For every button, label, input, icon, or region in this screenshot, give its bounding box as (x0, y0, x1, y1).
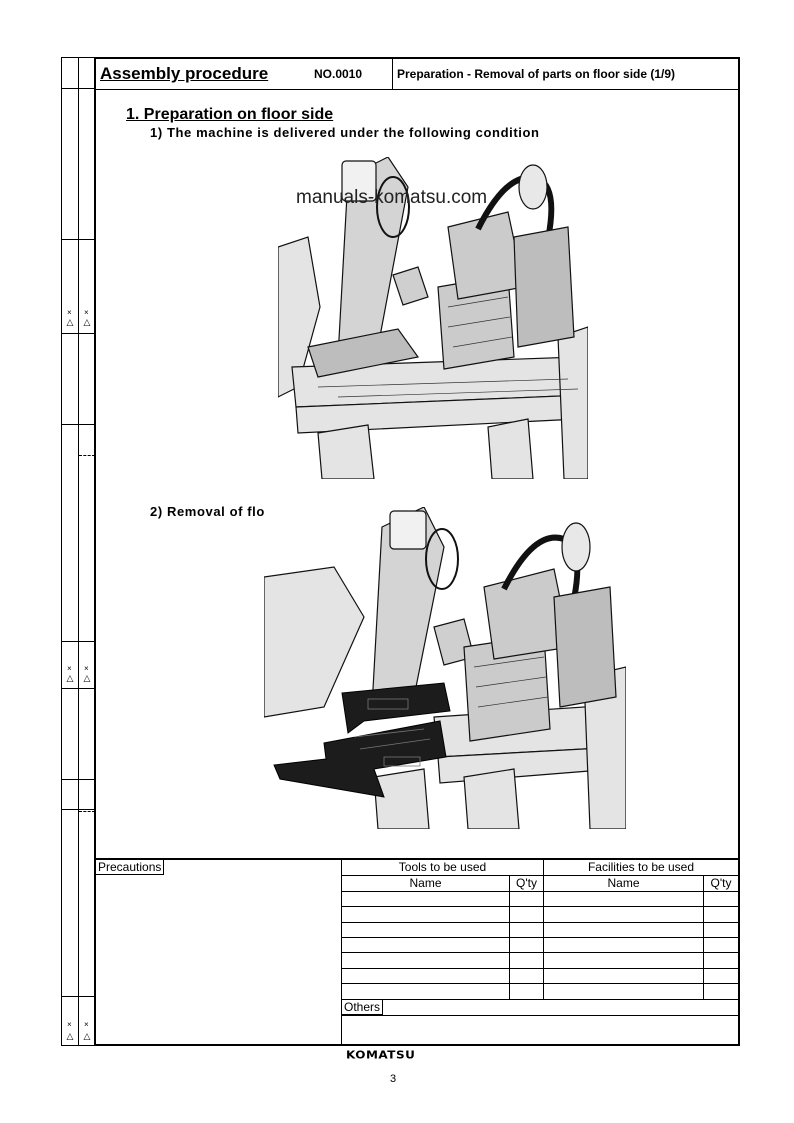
page-number: 3 (390, 1073, 397, 1085)
revision-cross-icon: × (67, 1020, 72, 1029)
document-title: Assembly procedure (100, 64, 269, 83)
revision-cross-icon: × (84, 308, 89, 317)
precautions-label: Precautions (96, 860, 164, 875)
watermark: manuals-komatsu.com (296, 187, 488, 208)
procedure-subtitle: Preparation - Removal of parts on floor side (1/9) (397, 67, 676, 81)
step-1-text: 1) The machine is delivered under the following condition (150, 125, 540, 140)
revision-cross-icon: × (84, 1020, 89, 1029)
header (96, 59, 738, 90)
revision-strip (61, 57, 95, 1046)
tools-name-header: Name (409, 876, 442, 890)
tools-qty-header: Q'ty (516, 876, 537, 890)
revision-cross-icon: × (84, 664, 89, 673)
section-heading: 1. Preparation on floor side (126, 106, 334, 123)
revision-triangle-icon: △ (66, 317, 74, 327)
figure-floor-mat-removal (264, 507, 626, 829)
revision-cross-icon: × (67, 308, 72, 317)
document-frame (94, 57, 740, 1046)
revision-triangle-icon: △ (83, 673, 91, 683)
step-2-text: 2) Removal of floor mat (150, 504, 309, 519)
tools-header: Tools to be used (398, 860, 487, 874)
facilities-name-header: Name (607, 876, 640, 890)
revision-triangle-icon: △ (66, 1031, 74, 1041)
facilities-qty-header: Q'ty (710, 876, 732, 890)
facilities-header: Facilities to be used (587, 860, 695, 874)
komatsu-logo: KOMATSU (346, 1049, 416, 1061)
revision-cross-icon: × (67, 664, 72, 673)
procedure-number: NO.0010 (314, 67, 363, 81)
others-label: Others (342, 1000, 383, 1015)
revision-triangle-icon: △ (83, 1031, 91, 1041)
revision-triangle-icon: △ (83, 317, 91, 327)
procedure-info-table (96, 858, 738, 1046)
revision-triangle-icon: △ (66, 673, 74, 683)
